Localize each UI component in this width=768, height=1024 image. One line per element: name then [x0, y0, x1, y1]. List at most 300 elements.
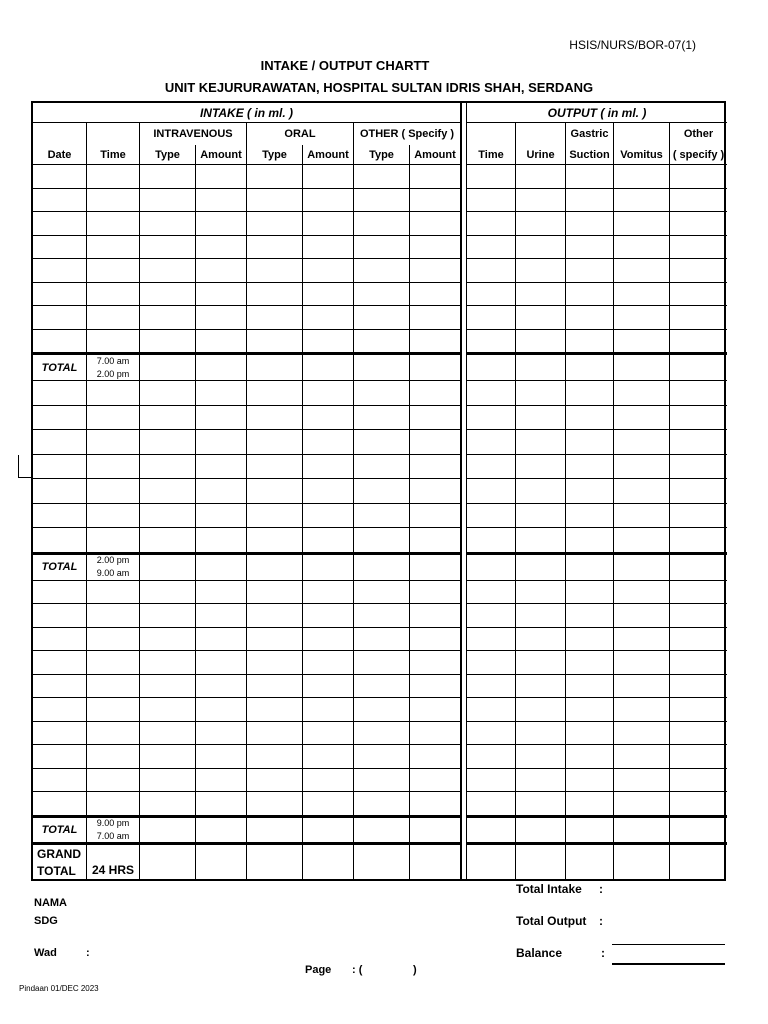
oral-amount-cell[interactable] — [303, 651, 354, 675]
iv-type-cell[interactable] — [140, 769, 196, 793]
other-type-cell[interactable] — [354, 792, 410, 816]
iv-type-cell[interactable] — [140, 698, 196, 722]
oral-type-cell[interactable] — [247, 189, 303, 213]
other-amount-cell[interactable] — [410, 479, 461, 504]
oral-amount-cell[interactable] — [303, 236, 354, 260]
suction-cell[interactable] — [566, 698, 614, 722]
date-cell[interactable] — [33, 259, 87, 283]
other-amount-cell[interactable] — [410, 651, 461, 675]
specify-cell[interactable] — [670, 604, 727, 628]
iv-type-cell[interactable] — [140, 353, 196, 381]
specify-cell[interactable] — [670, 189, 727, 213]
iv-amount-cell[interactable] — [196, 165, 247, 189]
urine-cell[interactable] — [516, 745, 566, 769]
urine-cell[interactable] — [516, 479, 566, 504]
iv-amount-cell[interactable] — [196, 406, 247, 431]
time-cell[interactable] — [87, 430, 140, 455]
iv-type-cell[interactable] — [140, 604, 196, 628]
other-amount-cell[interactable] — [410, 816, 461, 843]
other-amount-cell[interactable] — [410, 406, 461, 431]
oral-amount-cell[interactable] — [303, 745, 354, 769]
other-type-cell[interactable] — [354, 628, 410, 652]
urine-cell[interactable] — [516, 628, 566, 652]
suction-cell[interactable] — [566, 843, 614, 881]
suction-cell[interactable] — [566, 722, 614, 746]
oral-amount-cell[interactable] — [303, 792, 354, 816]
suction-cell[interactable] — [566, 504, 614, 529]
urine-cell[interactable] — [516, 236, 566, 260]
specify-cell[interactable] — [670, 306, 727, 330]
other-amount-cell[interactable] — [410, 165, 461, 189]
date-cell[interactable] — [33, 604, 87, 628]
other-type-cell[interactable] — [354, 165, 410, 189]
urine-cell[interactable] — [516, 212, 566, 236]
suction-cell[interactable] — [566, 330, 614, 354]
oral-type-cell[interactable] — [247, 455, 303, 480]
other-amount-cell[interactable] — [410, 581, 461, 605]
iv-type-cell[interactable] — [140, 479, 196, 504]
specify-cell[interactable] — [670, 722, 727, 746]
oral-type-cell[interactable] — [247, 628, 303, 652]
date-cell[interactable] — [33, 581, 87, 605]
time-cell[interactable] — [87, 528, 140, 553]
iv-type-cell[interactable] — [140, 792, 196, 816]
oral-amount-cell[interactable] — [303, 722, 354, 746]
vomitus-cell[interactable] — [614, 353, 670, 381]
out-time-cell[interactable] — [467, 189, 516, 213]
oral-type-cell[interactable] — [247, 353, 303, 381]
vomitus-cell[interactable] — [614, 236, 670, 260]
out-time-cell[interactable] — [467, 553, 516, 581]
vomitus-cell[interactable] — [614, 406, 670, 431]
iv-type-cell[interactable] — [140, 189, 196, 213]
suction-cell[interactable] — [566, 675, 614, 699]
iv-amount-cell[interactable] — [196, 212, 247, 236]
vomitus-cell[interactable] — [614, 189, 670, 213]
other-amount-cell[interactable] — [410, 259, 461, 283]
other-type-cell[interactable] — [354, 745, 410, 769]
out-time-cell[interactable] — [467, 581, 516, 605]
date-cell[interactable] — [33, 479, 87, 504]
specify-cell[interactable] — [670, 651, 727, 675]
out-time-cell[interactable] — [467, 628, 516, 652]
oral-amount-cell[interactable] — [303, 528, 354, 553]
out-time-cell[interactable] — [467, 406, 516, 431]
iv-amount-cell[interactable] — [196, 604, 247, 628]
oral-amount-cell[interactable] — [303, 604, 354, 628]
time-cell[interactable] — [87, 189, 140, 213]
suction-cell[interactable] — [566, 189, 614, 213]
time-cell[interactable] — [87, 406, 140, 431]
specify-cell[interactable] — [670, 769, 727, 793]
vomitus-cell[interactable] — [614, 165, 670, 189]
iv-amount-cell[interactable] — [196, 581, 247, 605]
out-time-cell[interactable] — [467, 843, 516, 881]
oral-amount-cell[interactable] — [303, 165, 354, 189]
vomitus-cell[interactable] — [614, 430, 670, 455]
time-cell[interactable] — [87, 165, 140, 189]
out-time-cell[interactable] — [467, 283, 516, 307]
other-amount-cell[interactable] — [410, 628, 461, 652]
date-cell[interactable] — [33, 792, 87, 816]
iv-amount-cell[interactable] — [196, 353, 247, 381]
urine-cell[interactable] — [516, 330, 566, 354]
date-cell[interactable] — [33, 675, 87, 699]
time-cell[interactable] — [87, 722, 140, 746]
specify-cell[interactable] — [670, 628, 727, 652]
urine-cell[interactable] — [516, 651, 566, 675]
out-time-cell[interactable] — [467, 455, 516, 480]
vomitus-cell[interactable] — [614, 698, 670, 722]
other-amount-cell[interactable] — [410, 504, 461, 529]
vomitus-cell[interactable] — [614, 769, 670, 793]
iv-type-cell[interactable] — [140, 236, 196, 260]
out-time-cell[interactable] — [467, 381, 516, 406]
other-amount-cell[interactable] — [410, 212, 461, 236]
vomitus-cell[interactable] — [614, 306, 670, 330]
iv-amount-cell[interactable] — [196, 430, 247, 455]
urine-cell[interactable] — [516, 455, 566, 480]
iv-type-cell[interactable] — [140, 581, 196, 605]
urine-cell[interactable] — [516, 165, 566, 189]
other-amount-cell[interactable] — [410, 843, 461, 881]
other-amount-cell[interactable] — [410, 745, 461, 769]
other-amount-cell[interactable] — [410, 604, 461, 628]
suction-cell[interactable] — [566, 406, 614, 431]
oral-amount-cell[interactable] — [303, 504, 354, 529]
oral-type-cell[interactable] — [247, 165, 303, 189]
time-cell[interactable] — [87, 330, 140, 354]
out-time-cell[interactable] — [467, 212, 516, 236]
oral-amount-cell[interactable] — [303, 430, 354, 455]
vomitus-cell[interactable] — [614, 212, 670, 236]
oral-type-cell[interactable] — [247, 816, 303, 843]
out-time-cell[interactable] — [467, 259, 516, 283]
time-cell[interactable] — [87, 675, 140, 699]
out-time-cell[interactable] — [467, 236, 516, 260]
out-time-cell[interactable] — [467, 816, 516, 843]
time-cell[interactable] — [87, 504, 140, 529]
oral-amount-cell[interactable] — [303, 698, 354, 722]
vomitus-cell[interactable] — [614, 528, 670, 553]
time-cell[interactable] — [87, 628, 140, 652]
specify-cell[interactable] — [670, 430, 727, 455]
urine-cell[interactable] — [516, 581, 566, 605]
oral-amount-cell[interactable] — [303, 455, 354, 480]
oral-amount-cell[interactable] — [303, 189, 354, 213]
date-cell[interactable] — [33, 406, 87, 431]
date-cell[interactable] — [33, 504, 87, 529]
oral-amount-cell[interactable] — [303, 330, 354, 354]
vomitus-cell[interactable] — [614, 479, 670, 504]
oral-type-cell[interactable] — [247, 651, 303, 675]
other-amount-cell[interactable] — [410, 698, 461, 722]
urine-cell[interactable] — [516, 843, 566, 881]
vomitus-cell[interactable] — [614, 455, 670, 480]
iv-amount-cell[interactable] — [196, 381, 247, 406]
oral-type-cell[interactable] — [247, 504, 303, 529]
urine-cell[interactable] — [516, 816, 566, 843]
suction-cell[interactable] — [566, 259, 614, 283]
other-type-cell[interactable] — [354, 381, 410, 406]
iv-type-cell[interactable] — [140, 675, 196, 699]
iv-amount-cell[interactable] — [196, 306, 247, 330]
iv-type-cell[interactable] — [140, 406, 196, 431]
vomitus-cell[interactable] — [614, 330, 670, 354]
vomitus-cell[interactable] — [614, 792, 670, 816]
other-type-cell[interactable] — [354, 553, 410, 581]
date-cell[interactable] — [33, 628, 87, 652]
iv-type-cell[interactable] — [140, 259, 196, 283]
other-type-cell[interactable] — [354, 816, 410, 843]
other-amount-cell[interactable] — [410, 792, 461, 816]
specify-cell[interactable] — [670, 792, 727, 816]
other-type-cell[interactable] — [354, 722, 410, 746]
specify-cell[interactable] — [670, 553, 727, 581]
other-type-cell[interactable] — [354, 406, 410, 431]
out-time-cell[interactable] — [467, 430, 516, 455]
time-cell[interactable] — [87, 651, 140, 675]
vomitus-cell[interactable] — [614, 843, 670, 881]
iv-amount-cell[interactable] — [196, 792, 247, 816]
suction-cell[interactable] — [566, 283, 614, 307]
vomitus-cell[interactable] — [614, 722, 670, 746]
oral-type-cell[interactable] — [247, 581, 303, 605]
out-time-cell[interactable] — [467, 165, 516, 189]
specify-cell[interactable] — [670, 406, 727, 431]
vomitus-cell[interactable] — [614, 581, 670, 605]
suction-cell[interactable] — [566, 353, 614, 381]
time-cell[interactable] — [87, 604, 140, 628]
iv-type-cell[interactable] — [140, 553, 196, 581]
oral-amount-cell[interactable] — [303, 283, 354, 307]
date-cell[interactable] — [33, 165, 87, 189]
urine-cell[interactable] — [516, 604, 566, 628]
other-amount-cell[interactable] — [410, 769, 461, 793]
iv-type-cell[interactable] — [140, 381, 196, 406]
other-type-cell[interactable] — [354, 769, 410, 793]
iv-amount-cell[interactable] — [196, 769, 247, 793]
urine-cell[interactable] — [516, 698, 566, 722]
date-cell[interactable] — [33, 528, 87, 553]
specify-cell[interactable] — [670, 259, 727, 283]
iv-type-cell[interactable] — [140, 306, 196, 330]
oral-amount-cell[interactable] — [303, 843, 354, 881]
urine-cell[interactable] — [516, 504, 566, 529]
vomitus-cell[interactable] — [614, 816, 670, 843]
time-cell[interactable] — [87, 212, 140, 236]
specify-cell[interactable] — [670, 455, 727, 480]
other-type-cell[interactable] — [354, 236, 410, 260]
out-time-cell[interactable] — [467, 604, 516, 628]
oral-type-cell[interactable] — [247, 406, 303, 431]
iv-type-cell[interactable] — [140, 628, 196, 652]
time-cell[interactable] — [87, 792, 140, 816]
suction-cell[interactable] — [566, 236, 614, 260]
urine-cell[interactable] — [516, 406, 566, 431]
suction-cell[interactable] — [566, 381, 614, 406]
oral-amount-cell[interactable] — [303, 259, 354, 283]
urine-cell[interactable] — [516, 381, 566, 406]
date-cell[interactable] — [33, 236, 87, 260]
oral-type-cell[interactable] — [247, 769, 303, 793]
oral-type-cell[interactable] — [247, 259, 303, 283]
specify-cell[interactable] — [670, 479, 727, 504]
vomitus-cell[interactable] — [614, 381, 670, 406]
specify-cell[interactable] — [670, 283, 727, 307]
other-type-cell[interactable] — [354, 283, 410, 307]
date-cell[interactable] — [33, 455, 87, 480]
iv-type-cell[interactable] — [140, 745, 196, 769]
iv-type-cell[interactable] — [140, 330, 196, 354]
urine-cell[interactable] — [516, 430, 566, 455]
iv-type-cell[interactable] — [140, 651, 196, 675]
oral-type-cell[interactable] — [247, 381, 303, 406]
suction-cell[interactable] — [566, 479, 614, 504]
vomitus-cell[interactable] — [614, 553, 670, 581]
iv-amount-cell[interactable] — [196, 283, 247, 307]
iv-type-cell[interactable] — [140, 165, 196, 189]
oral-amount-cell[interactable] — [303, 628, 354, 652]
iv-type-cell[interactable] — [140, 430, 196, 455]
other-type-cell[interactable] — [354, 430, 410, 455]
oral-amount-cell[interactable] — [303, 553, 354, 581]
other-amount-cell[interactable] — [410, 330, 461, 354]
oral-amount-cell[interactable] — [303, 306, 354, 330]
other-amount-cell[interactable] — [410, 236, 461, 260]
iv-amount-cell[interactable] — [196, 259, 247, 283]
vomitus-cell[interactable] — [614, 628, 670, 652]
out-time-cell[interactable] — [467, 722, 516, 746]
iv-amount-cell[interactable] — [196, 189, 247, 213]
other-amount-cell[interactable] — [410, 722, 461, 746]
iv-amount-cell[interactable] — [196, 504, 247, 529]
specify-cell[interactable] — [670, 581, 727, 605]
date-cell[interactable] — [33, 722, 87, 746]
time-cell[interactable] — [87, 306, 140, 330]
other-amount-cell[interactable] — [410, 353, 461, 381]
oral-type-cell[interactable] — [247, 330, 303, 354]
oral-type-cell[interactable] — [247, 283, 303, 307]
date-cell[interactable] — [33, 189, 87, 213]
specify-cell[interactable] — [670, 528, 727, 553]
other-type-cell[interactable] — [354, 698, 410, 722]
iv-amount-cell[interactable] — [196, 843, 247, 881]
iv-amount-cell[interactable] — [196, 651, 247, 675]
suction-cell[interactable] — [566, 581, 614, 605]
other-type-cell[interactable] — [354, 455, 410, 480]
iv-type-cell[interactable] — [140, 528, 196, 553]
iv-amount-cell[interactable] — [196, 675, 247, 699]
other-amount-cell[interactable] — [410, 283, 461, 307]
suction-cell[interactable] — [566, 553, 614, 581]
date-cell[interactable] — [33, 306, 87, 330]
urine-cell[interactable] — [516, 675, 566, 699]
other-type-cell[interactable] — [354, 259, 410, 283]
other-type-cell[interactable] — [354, 353, 410, 381]
specify-cell[interactable] — [670, 381, 727, 406]
other-amount-cell[interactable] — [410, 430, 461, 455]
vomitus-cell[interactable] — [614, 283, 670, 307]
time-cell[interactable] — [87, 769, 140, 793]
iv-amount-cell[interactable] — [196, 455, 247, 480]
date-cell[interactable] — [33, 430, 87, 455]
other-type-cell[interactable] — [354, 504, 410, 529]
other-type-cell[interactable] — [354, 212, 410, 236]
oral-type-cell[interactable] — [247, 479, 303, 504]
out-time-cell[interactable] — [467, 745, 516, 769]
date-cell[interactable] — [33, 698, 87, 722]
vomitus-cell[interactable] — [614, 259, 670, 283]
urine-cell[interactable] — [516, 792, 566, 816]
suction-cell[interactable] — [566, 792, 614, 816]
iv-type-cell[interactable] — [140, 843, 196, 881]
urine-cell[interactable] — [516, 259, 566, 283]
oral-type-cell[interactable] — [247, 675, 303, 699]
specify-cell[interactable] — [670, 212, 727, 236]
oral-amount-cell[interactable] — [303, 353, 354, 381]
out-time-cell[interactable] — [467, 306, 516, 330]
other-type-cell[interactable] — [354, 675, 410, 699]
other-type-cell[interactable] — [354, 330, 410, 354]
oral-type-cell[interactable] — [247, 792, 303, 816]
urine-cell[interactable] — [516, 769, 566, 793]
vomitus-cell[interactable] — [614, 604, 670, 628]
other-amount-cell[interactable] — [410, 306, 461, 330]
iv-type-cell[interactable] — [140, 504, 196, 529]
date-cell[interactable] — [33, 283, 87, 307]
iv-amount-cell[interactable] — [196, 698, 247, 722]
suction-cell[interactable] — [566, 745, 614, 769]
suction-cell[interactable] — [566, 165, 614, 189]
oral-amount-cell[interactable] — [303, 406, 354, 431]
iv-type-cell[interactable] — [140, 722, 196, 746]
time-cell[interactable] — [87, 381, 140, 406]
time-cell[interactable] — [87, 698, 140, 722]
suction-cell[interactable] — [566, 455, 614, 480]
oral-type-cell[interactable] — [247, 698, 303, 722]
suction-cell[interactable] — [566, 212, 614, 236]
other-type-cell[interactable] — [354, 604, 410, 628]
iv-type-cell[interactable] — [140, 455, 196, 480]
oral-amount-cell[interactable] — [303, 212, 354, 236]
other-amount-cell[interactable] — [410, 189, 461, 213]
out-time-cell[interactable] — [467, 479, 516, 504]
out-time-cell[interactable] — [467, 330, 516, 354]
out-time-cell[interactable] — [467, 651, 516, 675]
specify-cell[interactable] — [670, 675, 727, 699]
date-cell[interactable] — [33, 769, 87, 793]
other-amount-cell[interactable] — [410, 455, 461, 480]
oral-type-cell[interactable] — [247, 745, 303, 769]
iv-amount-cell[interactable] — [196, 553, 247, 581]
suction-cell[interactable] — [566, 604, 614, 628]
oral-amount-cell[interactable] — [303, 675, 354, 699]
oral-type-cell[interactable] — [247, 430, 303, 455]
specify-cell[interactable] — [670, 816, 727, 843]
oral-type-cell[interactable] — [247, 212, 303, 236]
suction-cell[interactable] — [566, 651, 614, 675]
out-time-cell[interactable] — [467, 792, 516, 816]
other-amount-cell[interactable] — [410, 528, 461, 553]
suction-cell[interactable] — [566, 769, 614, 793]
iv-type-cell[interactable] — [140, 283, 196, 307]
time-cell[interactable] — [87, 283, 140, 307]
date-cell[interactable] — [33, 651, 87, 675]
suction-cell[interactable] — [566, 430, 614, 455]
other-amount-cell[interactable] — [410, 553, 461, 581]
vomitus-cell[interactable] — [614, 651, 670, 675]
